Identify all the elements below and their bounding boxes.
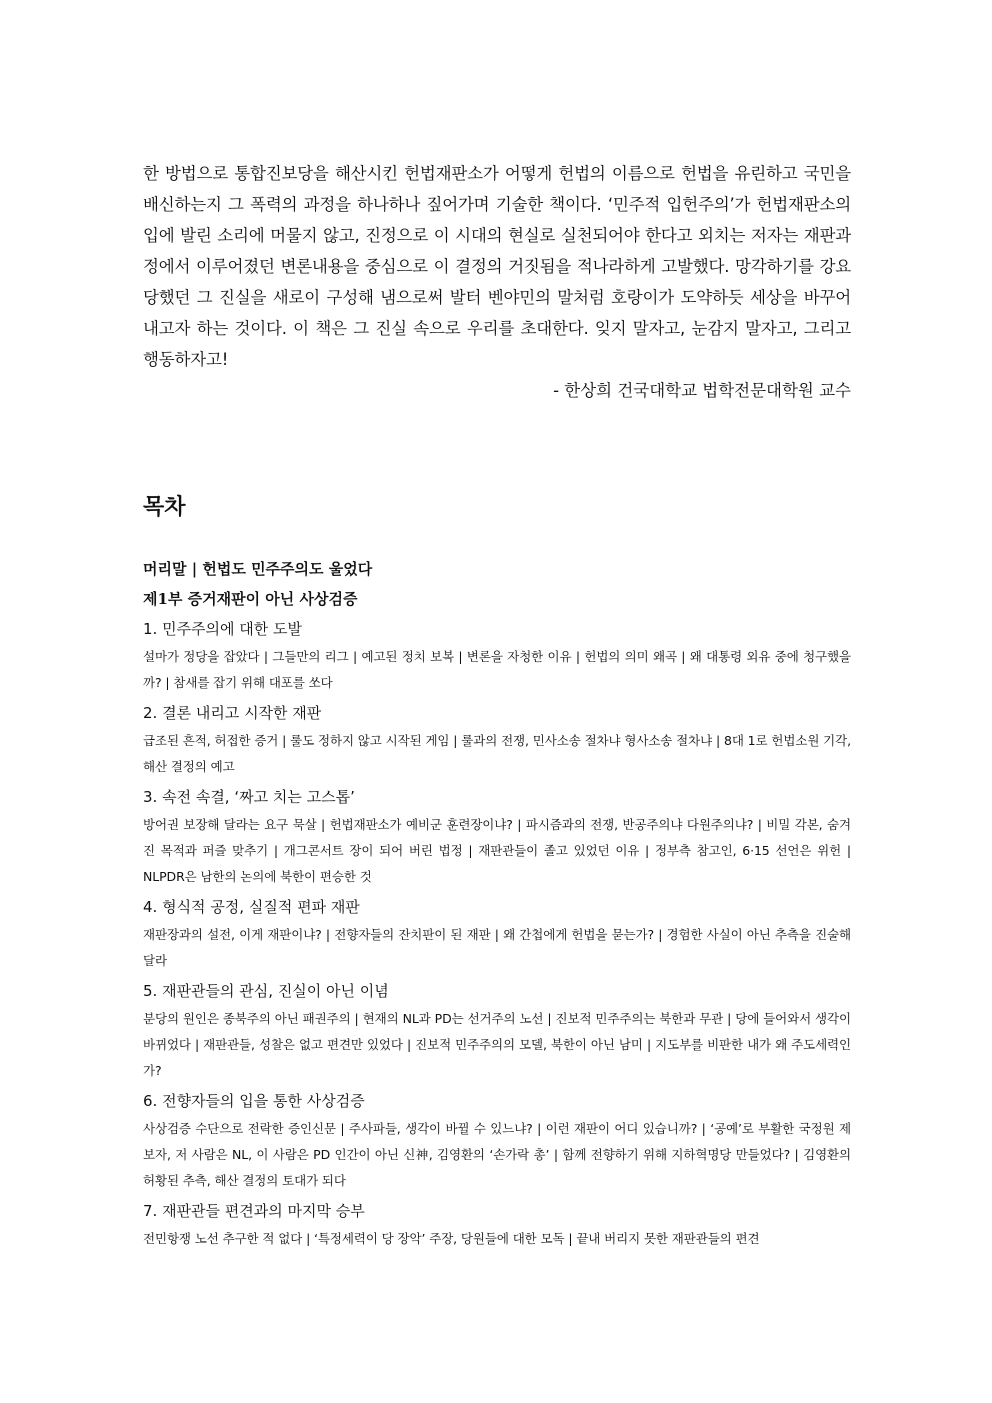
toc-preface: 머리말 | 헌법도 민주주의도 울었다: [143, 560, 373, 578]
book-review-block: [143, 158, 851, 406]
toc-heading: 목차: [143, 495, 186, 520]
toc-chapter-6-title: 6. 전향자들의 입을 통한 사상검증: [143, 1092, 365, 1110]
toc-part-1: 제1부 증거재판이 아닌 사상검증: [143, 590, 358, 608]
toc-chapter-3-title: 3. 속전 속결, ‘짜고 치는 고스톱’: [143, 788, 355, 806]
toc-chapter-7-title: 7. 재판관들 편견과의 마지막 승부: [143, 1202, 365, 1220]
toc-chapter-1-title: 1. 민주주의에 대한 도발: [143, 620, 303, 638]
table-of-contents: [143, 554, 851, 1254]
toc-chapter-3-items: 방어권 보장해 달라는 요구 묵살 | 헌법재판소가 예비군 훈련장이냐? | 파시즘과의 전쟁, 반공주의냐 다원주의냐? | 비밀 각본, 숨겨진 목적과 퍼즐 맞추기 | 개그콘서트 장이 되어 버린 법정 | 재판관들이 졸고 있었던 이유 | 정부측 참고인, 6·15 선언은 위헌 | NLPDR은 남한의 논의에 북한이 편승한 것: [143, 817, 851, 884]
toc-chapter-6-items: 사상검증 수단으로 전락한 증인신문 | 주사파들, 생각이 바뀔 수 있느냐? | 이런 재판이 어디 있습니까? | ‘공예’로 부활한 국정원 제보자, 저 사람은 NL, 이 사람은 PD 인간이 아닌 신神, 김영환의 ‘손가락 총’ | 함께 전향하기 위해 지하혁명당 만들었다? | 김영환의 허황된 추측, 해산 결정의 토대가 되다: [143, 1121, 851, 1188]
review-attribution: - 한상희 건국대학교 법학전문대학원 교수: [553, 381, 851, 400]
toc-chapter-4-title: 4. 형식적 공정, 실질적 편파 재판: [143, 898, 360, 916]
toc-chapter-5-title: 5. 재판관들의 관심, 진실이 아닌 이념: [143, 982, 389, 1000]
toc-chapter-2-title: 2. 결론 내리고 시작한 재판: [143, 704, 322, 722]
toc-chapter-7-items: 전민항쟁 노선 추구한 적 없다 | ‘특정세력이 당 장악’ 주장, 당원들에 대한 모독 | 끝내 버리지 못한 재판관들의 편견: [143, 1231, 760, 1246]
review-text: 한 방법으로 통합진보당을 해산시킨 헌법재판소가 어떻게 헌법의 이름으로 헌법을 유린하고 국민을 배신하는지 그 폭력의 과정을 하나하나 짚어가며 기술한 책이다. ‘민주적 입헌주의’가 헌법재판소의 입에 발린 소리에 머물지 않고, 진정으로 이 시대의 현실로 실천되어야 한다고 외치는 저자는 재판과정에서 이루어졌던 변론내용을 중심으로 이 결정의 거짓됨을 적나라하게 고발했다. 망각하기를 강요당했던 그 진실을 새로이 구성해 냄으로써 발터 벤야민의 말처럼 호랑이가 도약하듯 세상을 바꾸어 내고자 하는 것이다. 이 책은 그 진실 속으로 우리를 초대한다. 잊지 말자고, 눈감지 말자고, 그리고 행동하자고!: [143, 164, 851, 369]
toc-chapter-5-items: 분당의 원인은 종북주의 아닌 패권주의 | 현재의 NL과 PD는 선거주의 노선 | 진보적 민주주의는 북한과 무관 | 당에 들어와서 생각이 바뀌었다 | 재판관들, 성찰은 없고 편견만 있었다 | 진보적 민주주의의 모델, 북한이 아닌 남미 | 지도부를 비판한 내가 왜 주도세력인가?: [143, 1011, 851, 1078]
toc-chapter-4-items: 재판장과의 설전, 이게 재판이냐? | 전향자들의 잔치판이 된 재판 | 왜 간첩에게 헌법을 묻는가? | 경험한 사실이 아닌 추측을 진술해 달라: [143, 927, 851, 968]
toc-chapter-2-items: 급조된 흔적, 허접한 증거 | 룰도 정하지 않고 시작된 게임 | 룰과의 전쟁, 민사소송 절차냐 형사소송 절차냐 | 8대 1로 헌법소원 기각, 해산 결정의 예고: [143, 733, 851, 774]
toc-chapter-1-items: 설마가 정당을 잡았다 | 그들만의 리그 | 예고된 정치 보복 | 변론을 자청한 이유 | 헌법의 의미 왜곡 | 왜 대통령 외유 중에 청구했을까? | 참새를 잡기 위해 대포를 쏘다: [143, 649, 851, 690]
